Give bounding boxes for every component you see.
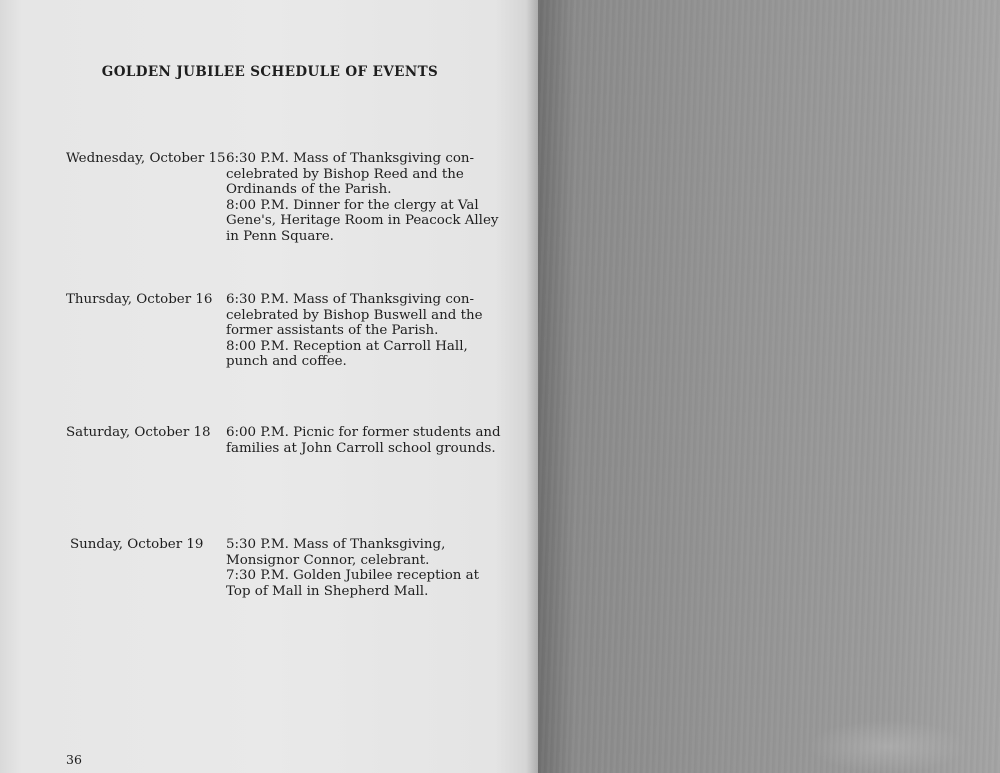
event-detail-line: 7:30 P.M. Golden Jubilee reception at	[226, 568, 480, 583]
paper-texture	[538, 0, 1000, 773]
event-detail-line: Ordinands of the Parish.	[226, 182, 392, 197]
right-page	[538, 0, 1000, 773]
event-date: Saturday, October 18	[66, 425, 211, 440]
event-details	[226, 292, 488, 370]
page-number: 36	[66, 752, 82, 767]
event-detail-line: Monsignor Connor, celebrant.	[226, 552, 430, 568]
event-details	[226, 537, 488, 599]
event-detail-line: 6:00 P.M. Picnic for former students and	[226, 425, 501, 440]
event-details	[226, 151, 499, 244]
page-title: GOLDEN JUBILEE SCHEDULE OF EVENTS	[101, 64, 439, 80]
event-detail-line: 6:30 P.M. Mass of Thanksgiving con-	[226, 292, 475, 307]
event-detail-line: in Penn Square.	[226, 228, 334, 244]
event-detail-line: Gene's, Heritage Room in Peacock Alley	[226, 213, 499, 228]
event-detail-line: 6:30 P.M. Mass of Thanksgiving con-	[226, 151, 475, 166]
event-details	[226, 425, 501, 456]
event-detail-line: Top of Mall in Shepherd Mall.	[226, 583, 429, 599]
event-detail-line: punch and coffee.	[226, 354, 347, 369]
event-detail-line: 8:00 P.M. Reception at Carroll Hall,	[226, 338, 468, 354]
event-detail-line: former assistants of the Parish.	[226, 323, 439, 338]
paper-smudge	[808, 720, 968, 773]
event-detail-line: celebrated by Bishop Reed and the	[226, 166, 464, 182]
event-detail-line: celebrated by Bishop Buswell and the	[226, 307, 483, 323]
event-date: Sunday, October 19	[70, 537, 204, 552]
event-detail-line: 5:30 P.M. Mass of Thanksgiving,	[226, 537, 446, 552]
event-detail-line: 8:00 P.M. Dinner for the clergy at Val	[226, 197, 479, 213]
event-detail-line: families at John Carroll school grounds.	[226, 440, 496, 456]
event-date: Wednesday, October 15	[66, 151, 226, 166]
event-date: Thursday, October 16	[66, 292, 213, 307]
